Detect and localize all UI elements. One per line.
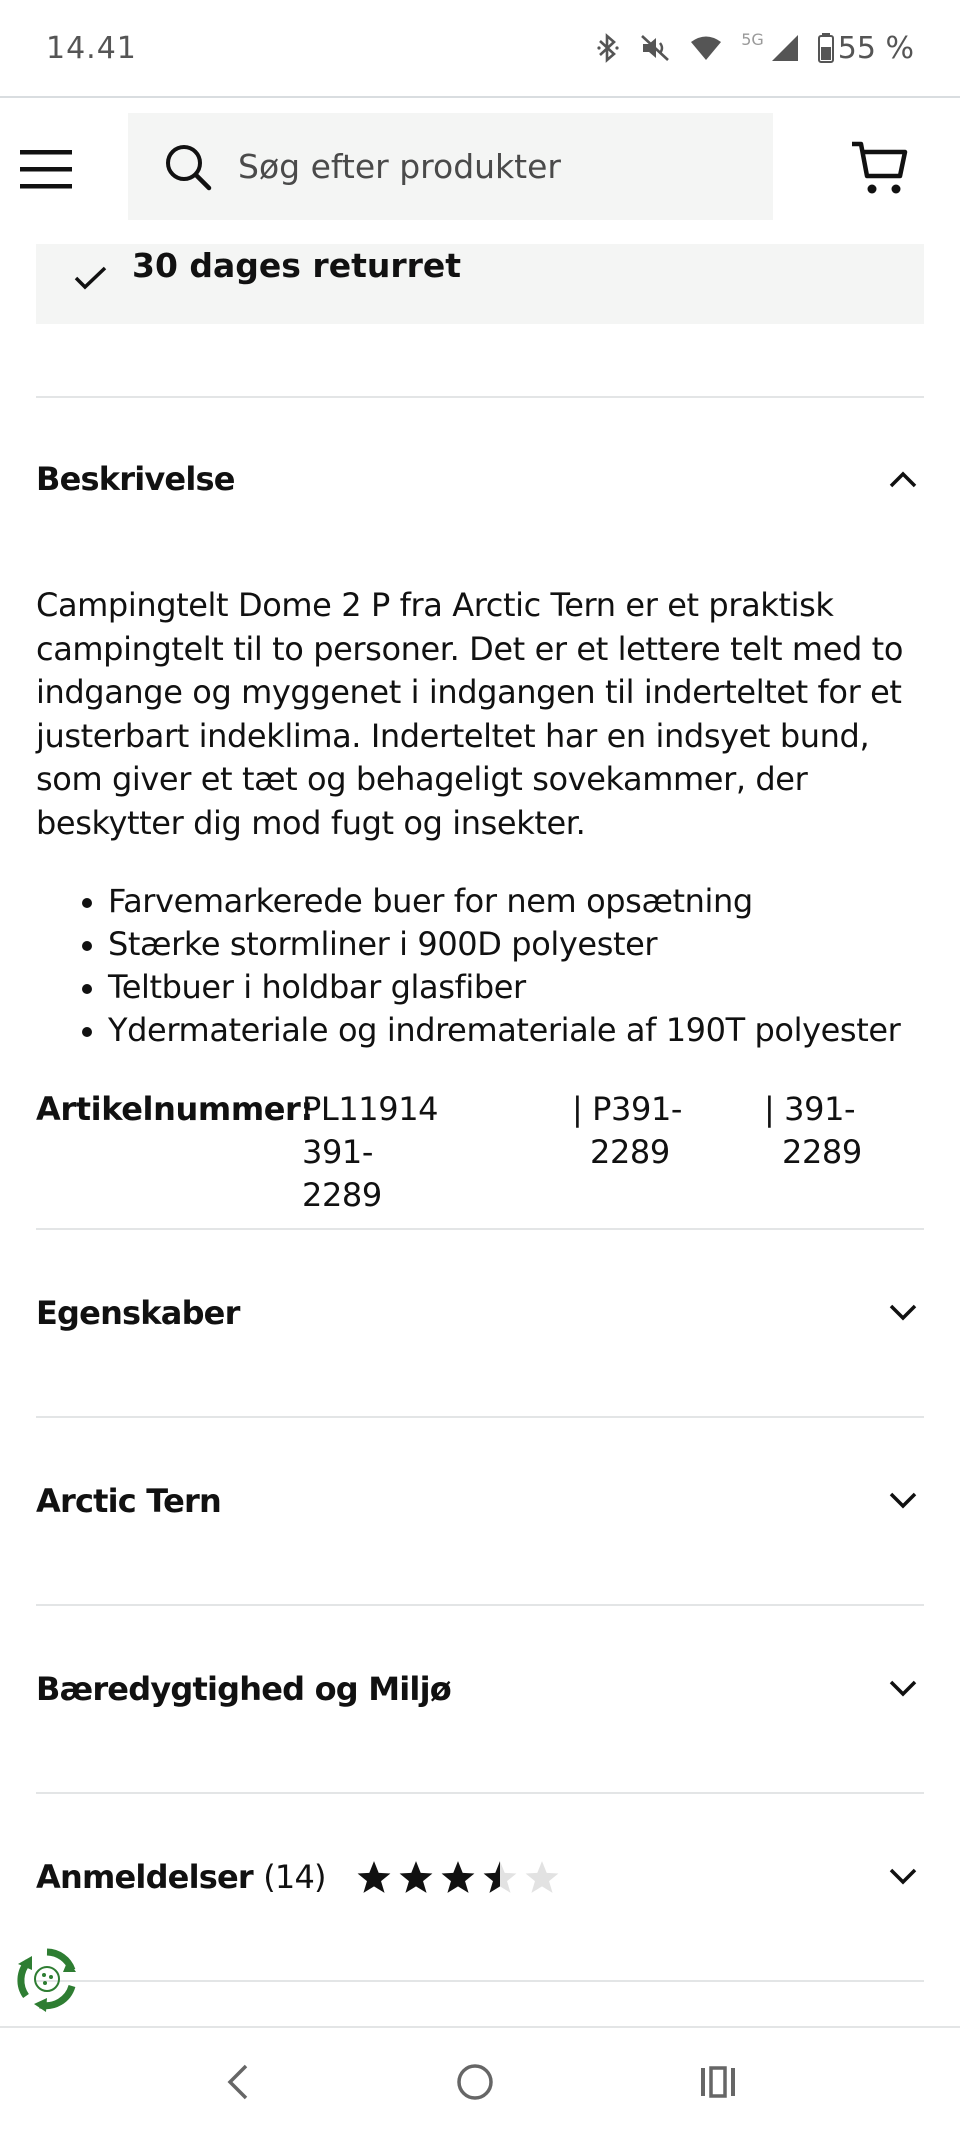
chevron-up-icon bbox=[888, 469, 918, 489]
description-line: beskytter dig mod fugt og insekter. bbox=[36, 803, 586, 842]
article-number-line: | P391- bbox=[572, 1090, 683, 1128]
accordion-properties[interactable] bbox=[36, 1294, 924, 1332]
description-line: indgange og myggenet i indgangen til inderteltet for et bbox=[36, 673, 902, 711]
search-box[interactable] bbox=[128, 113, 773, 220]
chevron-down-icon bbox=[888, 1491, 918, 1511]
description-text bbox=[36, 584, 936, 845]
accordion-title: Beskrivelse bbox=[36, 460, 235, 498]
article-number-line: 2289 bbox=[590, 1133, 670, 1171]
return-policy-label: 30 dages returret bbox=[132, 246, 462, 285]
recent-apps-icon[interactable] bbox=[698, 2062, 738, 2102]
divider bbox=[36, 1604, 924, 1606]
description-line: campingtelt til to personer. Det er et lettere telt med to bbox=[36, 629, 904, 668]
battery-percent: 55 % bbox=[837, 30, 914, 66]
divider bbox=[36, 1416, 924, 1418]
back-icon[interactable] bbox=[222, 2062, 252, 2102]
description-line: Campingtelt Dome 2 P fra Arctic Tern er et praktisk bbox=[36, 586, 834, 624]
home-icon[interactable] bbox=[455, 2062, 495, 2102]
reviews-count: (14) bbox=[263, 1858, 326, 1896]
accordion-title: Arctic Tern bbox=[36, 1482, 221, 1520]
star-icon bbox=[440, 1860, 476, 1894]
star-icon bbox=[398, 1860, 434, 1894]
accordion-title: Bæredygtighed og Miljø bbox=[36, 1670, 451, 1708]
cart-icon[interactable] bbox=[850, 138, 910, 198]
network-label: 5G bbox=[741, 29, 764, 49]
star-icon bbox=[524, 1860, 560, 1894]
check-icon bbox=[74, 264, 108, 292]
battery-icon bbox=[818, 33, 834, 63]
accordion-reviews[interactable] bbox=[36, 1858, 924, 1896]
description-line: justerbart indeklima. Inderteltet har en indsyet bund, bbox=[36, 716, 870, 755]
divider bbox=[36, 1980, 924, 1982]
article-number-value bbox=[572, 1088, 772, 1174]
chevron-down-icon bbox=[888, 1303, 918, 1323]
article-number-line: 2289 bbox=[302, 1176, 382, 1214]
bluetooth-icon bbox=[595, 33, 621, 63]
signal-icon bbox=[770, 33, 800, 63]
article-number-value bbox=[764, 1088, 960, 1174]
navigation-bar bbox=[0, 2026, 960, 2136]
status-icons bbox=[595, 31, 914, 66]
article-number-value bbox=[302, 1088, 502, 1217]
feature-list bbox=[36, 880, 936, 1052]
wifi-icon bbox=[689, 33, 723, 63]
menu-icon[interactable] bbox=[20, 148, 74, 192]
article-number-label: Artikelnummer: bbox=[36, 1090, 313, 1128]
feature-item: Farvemarkerede buer for nem opsætning bbox=[36, 880, 936, 923]
feature-item: Ydermateriale og indremateriale af 190T polyester bbox=[36, 1009, 936, 1052]
search-icon bbox=[164, 143, 212, 191]
return-policy-box bbox=[36, 244, 924, 324]
chevron-down-icon bbox=[888, 1867, 918, 1887]
star-icon bbox=[482, 1860, 518, 1894]
divider bbox=[36, 1792, 924, 1794]
divider bbox=[36, 396, 924, 398]
status-bar bbox=[0, 0, 960, 98]
chevron-down-icon bbox=[888, 1679, 918, 1699]
accordion-sustainability[interactable] bbox=[36, 1670, 924, 1708]
feature-item: Teltbuer i holdbar glasfiber bbox=[36, 966, 936, 1009]
description-line: som giver et tæt og behageligt sovekammer, der bbox=[36, 760, 808, 798]
feature-item: Stærke stormliner i 900D polyester bbox=[36, 923, 936, 966]
search-input[interactable] bbox=[236, 146, 740, 187]
article-number-line: | 391- bbox=[764, 1090, 856, 1128]
accordion-title: Egenskaber bbox=[36, 1294, 240, 1332]
star-icon bbox=[356, 1860, 392, 1894]
accordion-description[interactable] bbox=[36, 460, 924, 498]
eco-recycle-icon[interactable] bbox=[14, 1946, 80, 2012]
accordion-title bbox=[36, 1858, 326, 1896]
article-number-line: PL11914 391- bbox=[302, 1090, 439, 1171]
mute-icon bbox=[639, 33, 671, 63]
status-time: 14.41 bbox=[46, 30, 137, 66]
accordion-brand[interactable] bbox=[36, 1482, 924, 1520]
reviews-title: Anmeldelser bbox=[36, 1858, 253, 1896]
divider bbox=[36, 1228, 924, 1230]
article-number-line: 2289 bbox=[782, 1133, 862, 1171]
app-header bbox=[0, 100, 960, 236]
rating-stars bbox=[356, 1860, 560, 1894]
reviews-summary bbox=[36, 1858, 560, 1896]
